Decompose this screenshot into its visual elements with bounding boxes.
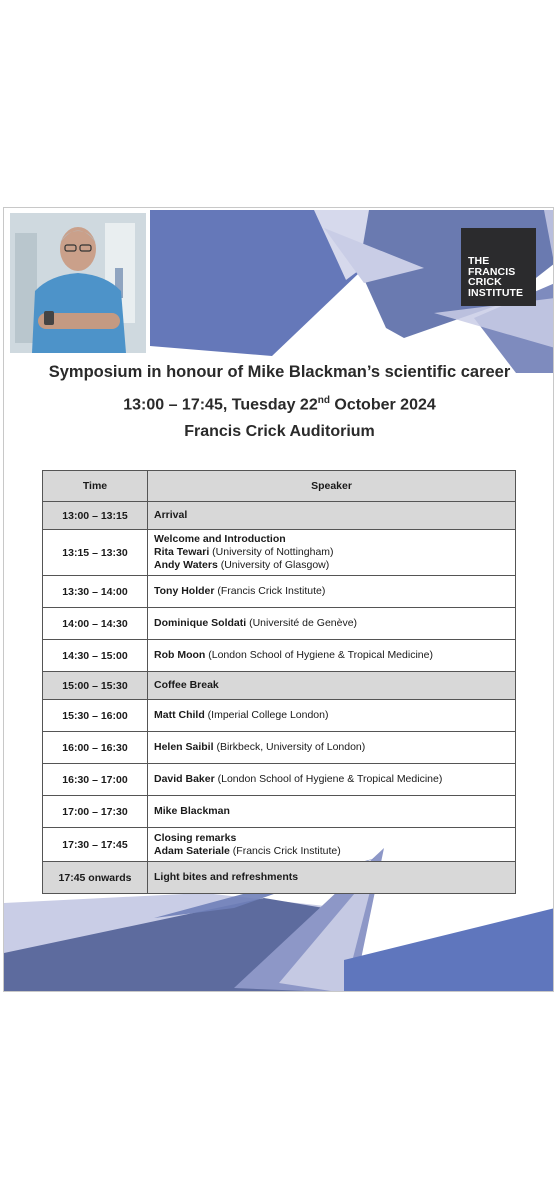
session-time: 15:30 – 16:00	[43, 700, 148, 732]
crick-logo: THE FRANCIS CRICK INSTITUTE	[461, 228, 536, 306]
speaker-name: Dominique Soldati	[154, 617, 247, 629]
session-speaker	[148, 764, 516, 796]
session-speaker	[148, 862, 516, 894]
session-time: 15:00 – 15:30	[43, 672, 148, 700]
symposium-venue: Francis Crick Auditorium	[184, 423, 375, 440]
speaker-line	[154, 805, 509, 818]
speaker-name: Rob Moon	[154, 649, 206, 661]
session-speaker	[148, 502, 516, 530]
symposium-datetime: 13:00 – 17:45, Tuesday 22nd October 2024	[123, 395, 436, 414]
table-row	[43, 608, 516, 640]
speaker-name: David Baker	[154, 773, 215, 785]
speaker-line	[154, 617, 509, 630]
table-row	[43, 576, 516, 608]
speaker-name: Andy Waters	[154, 559, 218, 571]
speaker-line	[154, 679, 509, 692]
speaker-name: Matt Child	[154, 709, 205, 721]
symposium-title: Symposium in honour of Mike Blackman’s scientific career	[48, 363, 511, 381]
table-row	[43, 502, 516, 530]
speaker-line	[154, 585, 509, 598]
session-speaker	[148, 608, 516, 640]
header-time: Time	[43, 471, 148, 502]
speaker-name: Closing remarks	[154, 831, 237, 844]
speaker-line	[154, 773, 509, 786]
session-time: 16:00 – 16:30	[43, 732, 148, 764]
session-speaker	[148, 672, 516, 700]
table-row	[43, 672, 516, 700]
table-row	[43, 764, 516, 796]
portrait-photo	[10, 213, 146, 353]
session-speaker	[148, 828, 516, 862]
speaker-name: Mike Blackman	[154, 805, 230, 817]
table-row	[43, 862, 516, 894]
session-speaker	[148, 796, 516, 828]
speaker-name: Rita Tewari	[154, 546, 210, 558]
table-header-row	[43, 471, 516, 502]
schedule-table	[42, 470, 516, 894]
speaker-name: Tony Holder	[154, 585, 215, 597]
speaker-affiliation: (University of Glasgow)	[217, 559, 330, 571]
speaker-affiliation: (Francis Crick Institute)	[214, 585, 326, 597]
session-speaker	[148, 700, 516, 732]
speaker-line	[154, 533, 509, 546]
speaker-affiliation: (University of Nottingham)	[209, 546, 334, 558]
speaker-affiliation: (Francis Crick Institute)	[229, 844, 341, 857]
session-time: 16:30 – 17:00	[43, 764, 148, 796]
speaker-affiliation: (Birkbeck, University of London)	[213, 741, 366, 753]
table-row	[43, 530, 516, 576]
session-time: 17:00 – 17:30	[43, 796, 148, 828]
speaker-name: Helen Saibil	[154, 741, 214, 753]
speaker-name: Arrival	[154, 509, 188, 521]
speaker-name: Coffee Break	[154, 679, 219, 691]
session-time: 14:00 – 14:30	[43, 608, 148, 640]
speaker-name: Adam Sateriale	[154, 844, 230, 857]
speaker-line	[154, 546, 509, 559]
session-time: 14:30 – 15:00	[43, 640, 148, 672]
table-row	[43, 700, 516, 732]
table-row	[43, 828, 516, 862]
header-speaker: Speaker	[148, 471, 516, 502]
speaker-line	[154, 559, 509, 572]
speaker-name: Welcome and Introduction	[154, 533, 286, 545]
table-row	[43, 796, 516, 828]
speaker-line	[154, 845, 509, 858]
symposium-poster	[3, 207, 554, 992]
speaker-affiliation: (London School of Hygiene & Tropical Medicine)	[205, 649, 433, 661]
table-row	[43, 732, 516, 764]
speaker-line	[154, 709, 509, 722]
speaker-affiliation: (Université de Genève)	[246, 617, 358, 629]
speaker-name: Light bites and refreshments	[154, 871, 299, 883]
session-time: 13:30 – 14:00	[43, 576, 148, 608]
speaker-line	[154, 741, 509, 754]
speaker-line	[154, 871, 509, 884]
session-speaker	[148, 576, 516, 608]
session-time: 13:00 – 13:15	[43, 502, 148, 530]
session-speaker	[148, 732, 516, 764]
speaker-line	[154, 649, 509, 662]
session-speaker	[148, 530, 516, 576]
speaker-affiliation: (London School of Hygiene & Tropical Medicine)	[214, 773, 443, 785]
table-row	[43, 640, 516, 672]
speaker-line	[154, 509, 509, 522]
session-time: 17:45 onwards	[43, 862, 148, 894]
speaker-line	[154, 832, 509, 845]
session-time: 17:30 – 17:45	[43, 828, 148, 862]
session-time: 13:15 – 13:30	[43, 530, 148, 576]
session-speaker	[148, 640, 516, 672]
speaker-affiliation: (Imperial College London)	[204, 709, 329, 721]
